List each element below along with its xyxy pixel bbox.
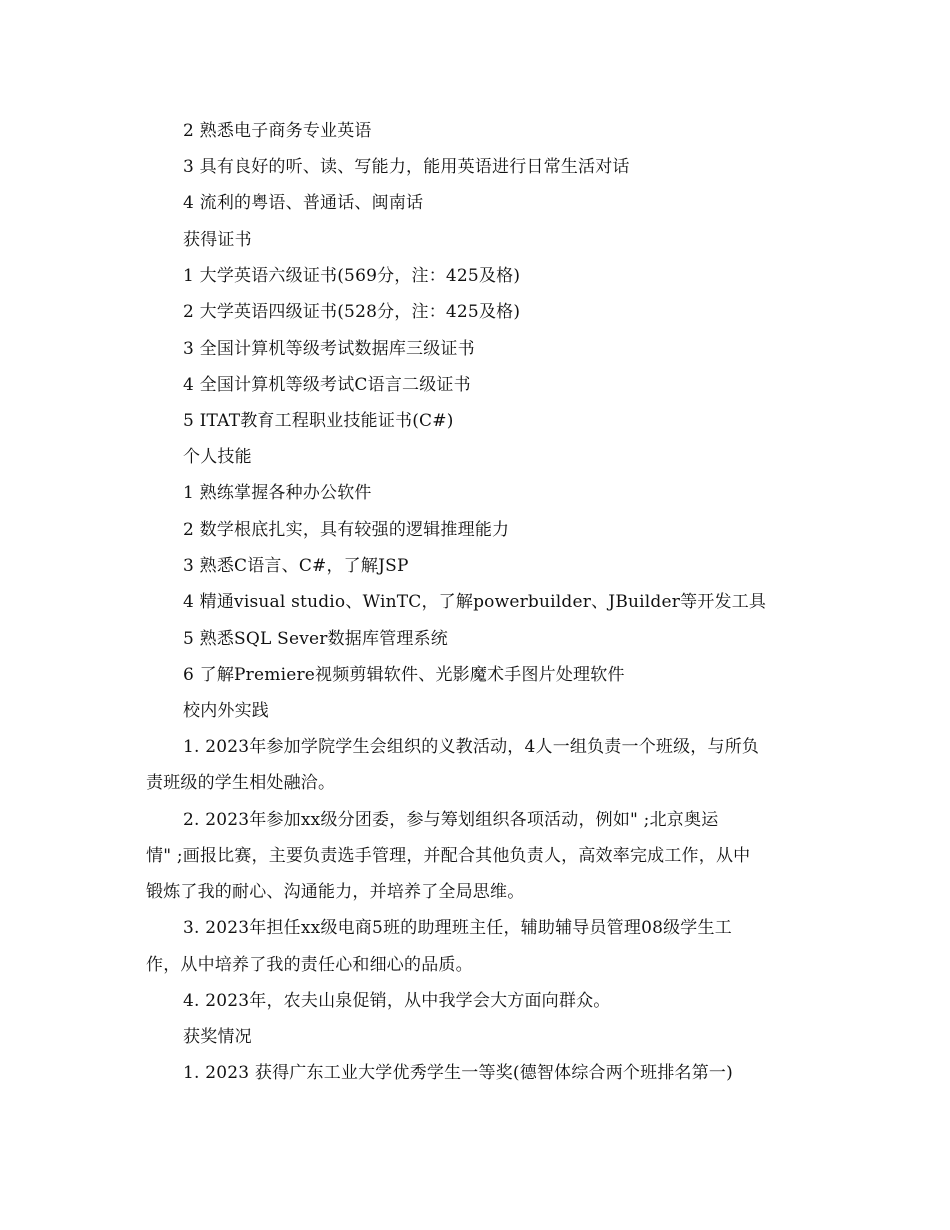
award-item-1: 1. 2023 获得广东工业大学优秀学生一等奖(德智体综合两个班排名第一) (183, 1063, 733, 1083)
practice-item-1-line-1: 1. 2023年参加学院学生会组织的义教活动，4人一组负责一个班级，与所负 (183, 737, 760, 757)
practice-item-2-line-3: 锻炼了我的耐心、沟通能力，并培养了全局思维。 (146, 882, 525, 902)
practice-item-2-line-1: 2. 2023年参加xx级分团委，参与筹划组织各项活动，例如" ;北京奥运 (183, 810, 719, 830)
certificate-item-5: 5 ITAT教育工程职业技能证书(C#) (183, 411, 454, 431)
practice-item-4: 4. 2023年，农夫山泉促销，从中我学会大方面向群众。 (183, 991, 611, 1011)
certificate-item-1: 1 大学英语六级证书(569分，注：425及格) (183, 266, 521, 286)
skill-item-3: 3 熟悉C语言、C#，了解JSP (183, 556, 409, 576)
skill-item-6: 6 了解Premiere视频剪辑软件、光影魔术手图片处理软件 (183, 665, 625, 685)
certificate-item-2: 2 大学英语四级证书(528分，注：425及格) (183, 302, 521, 322)
language-item-2: 2 熟悉电子商务专业英语 (183, 121, 372, 141)
practice-item-2-line-2: 情" ;画报比赛，主要负责选手管理，并配合其他负责人，高效率完成工作，从中 (146, 846, 751, 866)
certificate-item-4: 4 全国计算机等级考试C语言二级证书 (183, 375, 471, 395)
skill-item-1: 1 熟练掌握各种办公软件 (183, 483, 372, 503)
certificate-item-3: 3 全国计算机等级考试数据库三级证书 (183, 339, 475, 359)
skill-item-4: 4 精通visual studio、WinTC，了解powerbuilder、JBuilder等开发工具 (183, 592, 767, 612)
awards-heading: 获奖情况 (183, 1027, 252, 1047)
language-item-3: 3 具有良好的听、读、写能力，能用英语进行日常生活对话 (183, 157, 630, 177)
skill-item-2: 2 数学根底扎实，具有较强的逻辑推理能力 (183, 520, 510, 540)
skill-item-5: 5 熟悉SQL Sever数据库管理系统 (183, 629, 448, 649)
skills-heading: 个人技能 (183, 447, 252, 467)
practice-item-1-line-2: 责班级的学生相处融洽。 (146, 773, 336, 793)
practice-item-3-line-1: 3. 2023年担任xx级电商5班的助理班主任，辅助辅导员管理08级学生工 (183, 918, 732, 938)
practice-item-3-line-2: 作，从中培养了我的责任心和细心的品质。 (146, 955, 473, 975)
language-item-4: 4 流利的粤语、普通话、闽南话 (183, 193, 424, 213)
certificates-heading: 获得证书 (183, 230, 252, 250)
practice-heading: 校内外实践 (183, 701, 269, 721)
